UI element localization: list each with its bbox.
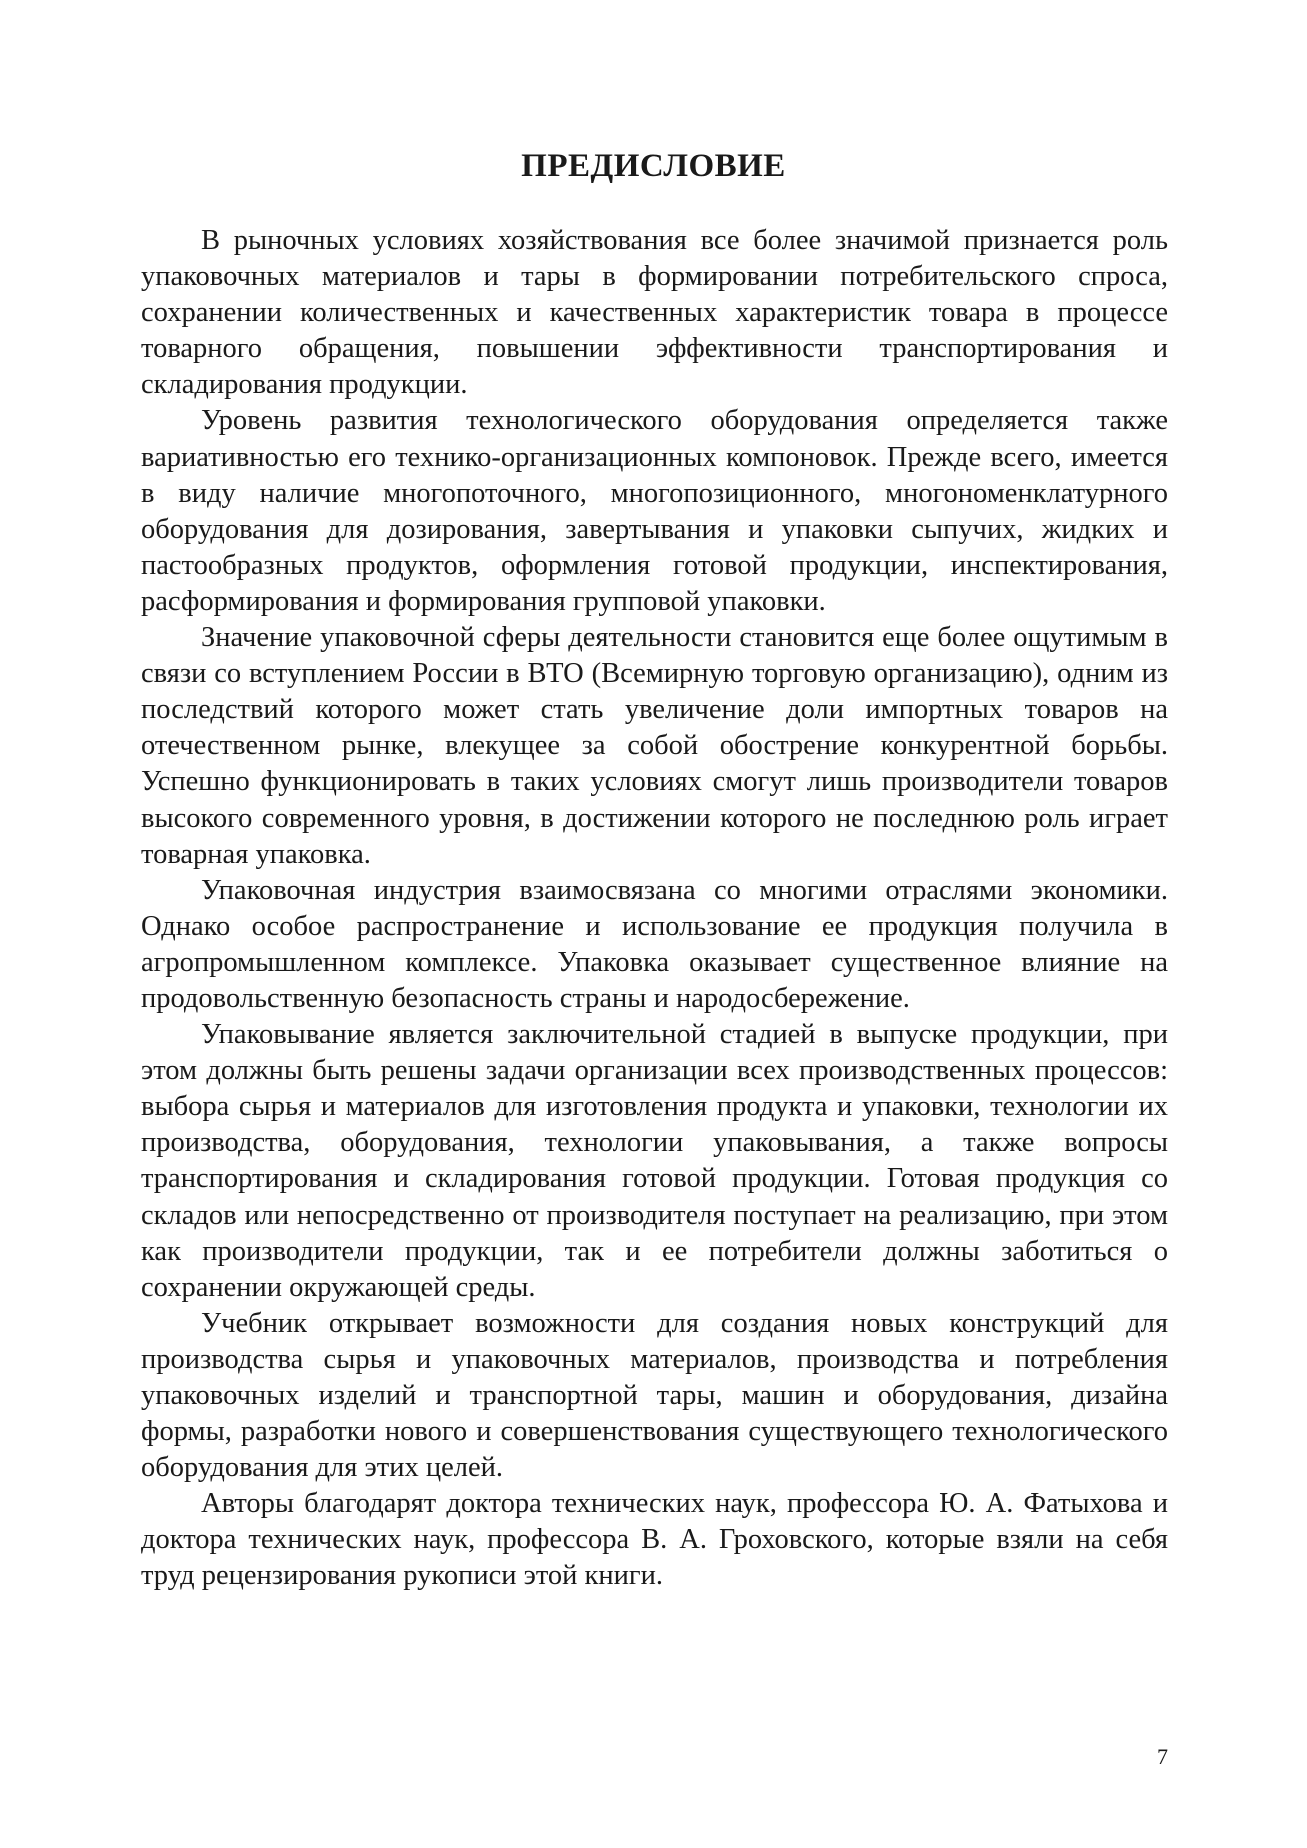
page-number: 7 bbox=[1157, 1744, 1168, 1769]
paragraph: Упаковывание является заключительной стадией в выпуске продукции, при этом должны быть решены задачи организации всех производственных процессов: выбора сырья и материалов для изготовления продукта и упаковки, технологии их производства, оборудования, технологии упаковывания, а также вопросы транспортирования и складирования готовой продукции. Готовая продукция со складов или непосредственно от производителя поступает на реализацию, при этом как производители продукции, так и ее потребители должны заботиться о сохранении окружающей среды. bbox=[141, 1019, 1168, 1303]
paragraph: Учебник открывает возможности для создания новых конструкций для производства сырья и упаковочных материалов, производства и потребления упаковочных изделий и транспортной тары, машин и оборудования, дизайна формы, разработки нового и совершенствования существующего технологического оборудования для этих целей. bbox=[141, 1307, 1168, 1484]
paragraph: Значение упаковочной сферы деятельности становится еще более ощутимым в связи со вступлением России в ВТО (Всемирную торговую организацию), одним из последствий которого может стать увеличение доли импортных товаров на отечественном рынке, влекущее за собой обострение конкурентной борьбы. Успешно функционировать в таких условиях смогут лишь производители товаров высокого современного уровня, в достижении которого не последнюю роль играет товарная упаковка. bbox=[141, 622, 1168, 870]
paragraph: Уровень развития технологического оборудования определяется также вариативностью его технико-организационных компоновок. Прежде всего, имеется в виду наличие многопоточного, многопозиционного, многономенклатурного оборудования для дозирования, завертывания и упаковки сыпучих, жидких и пастообразных продуктов, оформления готовой продукции, инспектирования, расформирования и формирования групповой упаковки. bbox=[141, 405, 1168, 617]
paragraph: Упаковочная индустрия взаимосвязана со многими отраслями экономики. Однако особое распространение и использование ее продукция получила в агропромышленном комплексе. Упаковка оказывает существенное влияние на продовольственную безопасность страны и народосбережение. bbox=[141, 874, 1168, 1014]
page-title: ПРЕДИСЛОВИЕ bbox=[521, 148, 786, 184]
paragraph: В рыночных условиях хозяйствования все более значимой признается роль упаковочных материалов и тары в формировании потребительского спроса, сохранении количественных и качественных характеристик товара в процессе товарного обращения, повышении эффективности транспортирования и складирования продукции. bbox=[141, 225, 1168, 401]
preface-body bbox=[141, 223, 1168, 1595]
paragraph: Авторы благодарят доктора технических наук, профессора Ю. А. Фатыхова и доктора технических наук, профессора В. А. Гроховского, которые взяли на себя труд рецензирования рукописи этой книги. bbox=[141, 1488, 1168, 1592]
